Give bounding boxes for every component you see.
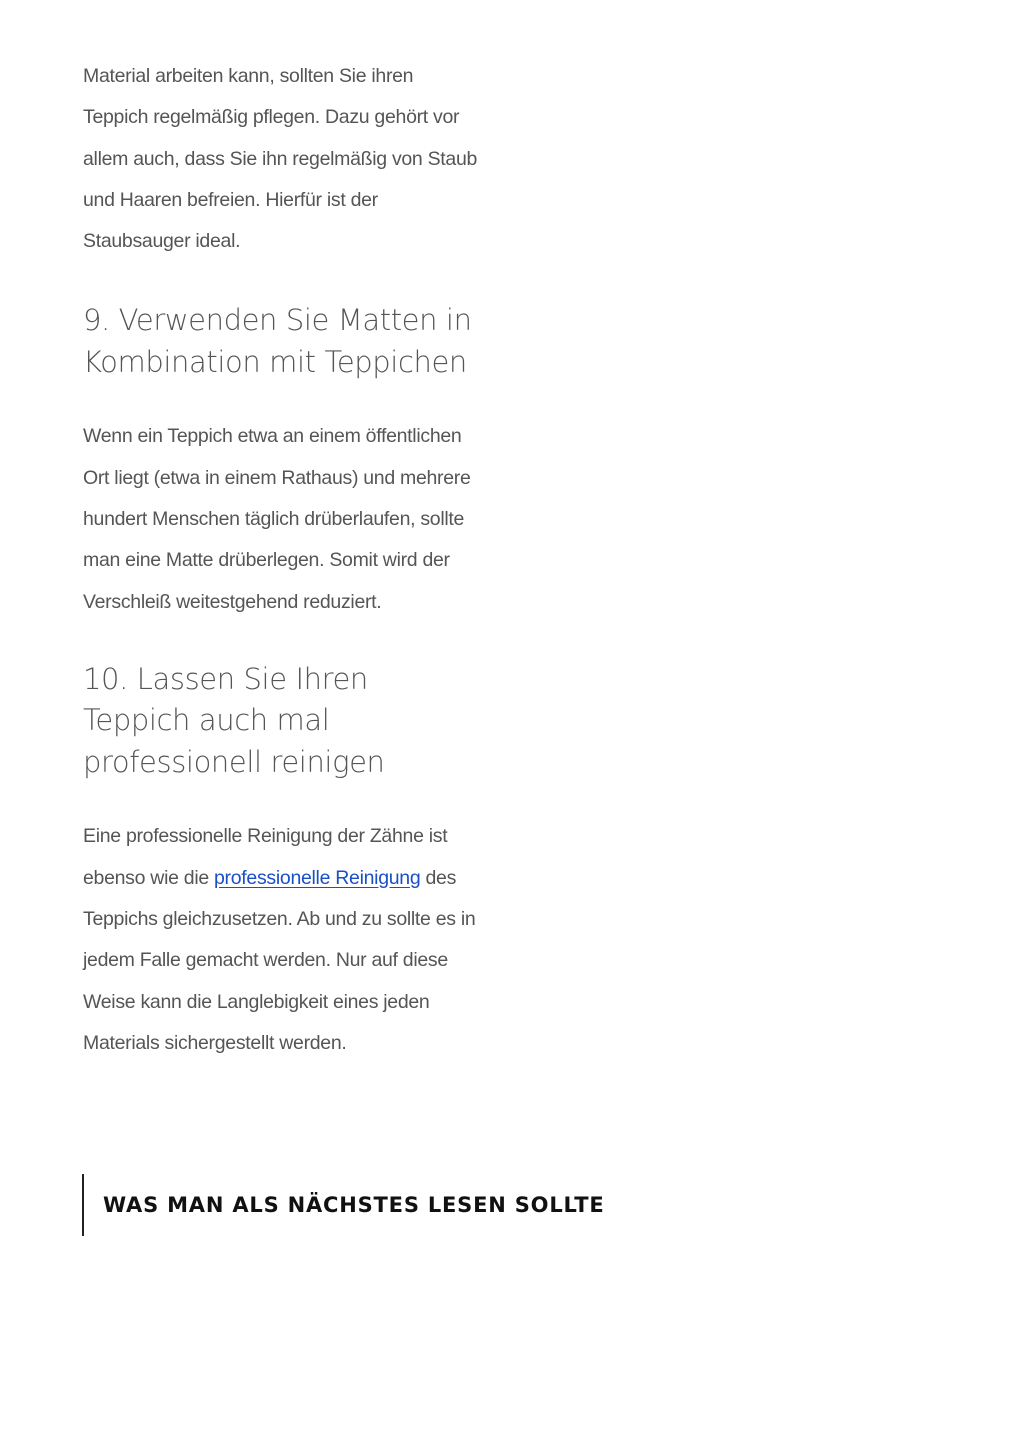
next-reading-title: WAS MAN ALS NÄCHSTES LESEN SOLLTE [103,1193,605,1217]
section-10-text-after-link: des Teppichs gleichzusetzen. Ab und zu sollte es in jedem Falle gemacht werden. Nur auf diese Weise kann die Langlebigkeit eines jeden Materials sichergestellt werden. [83,866,476,1054]
section-9-heading: 9. Verwenden Sie Matten in Kombination mit Teppichen [83,303,472,379]
section-10-text-before-link: Eine professionelle Reinigung der Zähne ist ebenso wie die [83,825,448,889]
section-10-heading: 10. Lassen Sie Ihren Teppich auch mal professionell reinigen [83,661,385,779]
professional-cleaning-link[interactable]: professionelle Reinigung [214,866,421,889]
article-content [83,56,483,1064]
intro-paragraph: Material arbeiten kann, sollten Sie ihren Teppich regelmäßig pflegen. Dazu gehört vor allem auch, dass Sie ihn regelmäßig von Staub und Haaren befreien. Hierfür ist der Staubsauger ideal. [83,65,478,253]
next-reading-section [82,1174,604,1236]
section-9-paragraph: Wenn ein Teppich etwa an einem öffentlichen Ort liegt (etwa in einem Rathaus) und mehrere hundert Menschen täglich drüberlaufen, sollte man eine Matte drüberlegen. Somit wird der Verschleiß weitestgehend reduziert. [83,425,471,613]
section-10-paragraph [83,816,483,1064]
